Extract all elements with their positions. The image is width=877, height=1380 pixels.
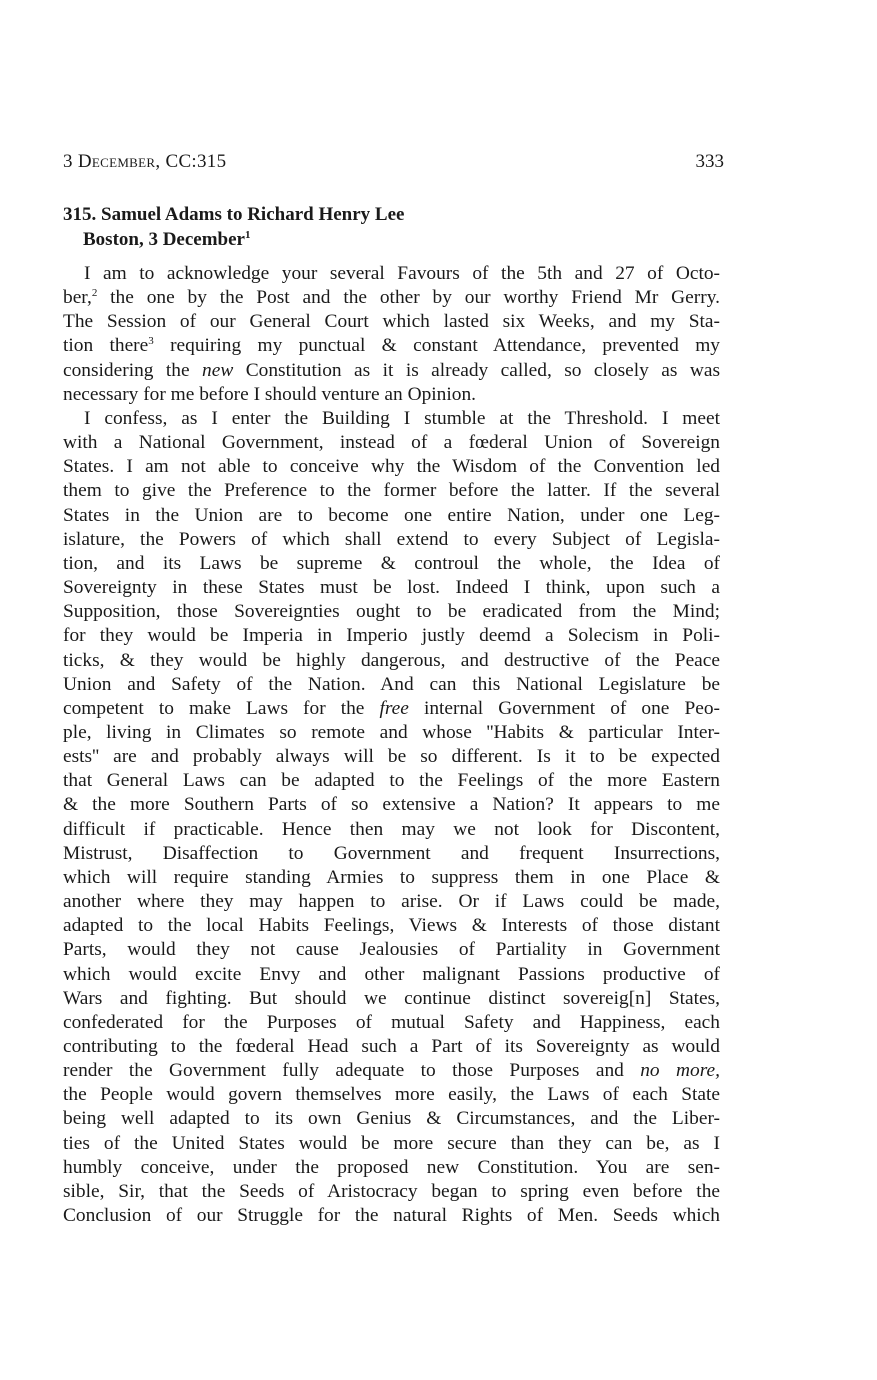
text-line: I am to acknowledge your several Favours of the 5th and 27 of Octo-: [84, 263, 720, 284]
text-line: being well adapted to its own Genius & Circumstances, and the Liber-: [63, 1108, 720, 1130]
heading-place-date: [63, 227, 720, 252]
text-segment: render the Government fully adequate to those Purposes and: [63, 1060, 641, 1082]
letter-body: [63, 262, 720, 1228]
text-line: with a National Government, instead of a fœderal Union of Sovereign: [63, 432, 720, 454]
text-line: [63, 334, 720, 358]
italic-word: free: [379, 697, 409, 719]
text-line: adapted to the local Habits Feelings, Views & Interests of those distant: [63, 915, 720, 937]
text-segment: the one by the Post and the other by our worthy Friend Mr Gerry.: [97, 287, 720, 309]
text-line: [63, 359, 720, 383]
text-segment: requiring my punctual & constant Attendance, prevented my: [153, 335, 720, 357]
text-line: States. I am not able to conceive why the Wisdom of the Convention led: [63, 456, 720, 478]
text-line: Wars and fighting. But should we continue distinct sovereig[n] States,: [63, 987, 720, 1009]
text-line: humbly conceive, under the proposed new Constitution. You are sen-: [63, 1156, 720, 1178]
text-line: islature, the Powers of which shall extend to every Subject of Legisla-: [63, 528, 720, 550]
text-line: the People would govern themselves more easily, the Laws of each State: [63, 1084, 720, 1106]
text-line: Conclusion of our Struggle for the natural Rights of Men. Seeds which: [63, 1205, 720, 1227]
text-line: [63, 286, 720, 310]
text-line: States in the Union are to become one entire Nation, under one Leg-: [63, 504, 720, 526]
text-segment: ber,: [63, 287, 92, 309]
text-line: Union and Safety of the Nation. And can this National Legislature be: [63, 673, 720, 695]
text-line: Mistrust, Disaffection to Government and frequent Insurrections,: [63, 842, 720, 864]
text-segment: tion there: [63, 335, 149, 357]
italic-word: new: [202, 359, 234, 381]
text-line: ticks, & they would be highly dangerous, and destructive of the Peace: [63, 649, 720, 671]
italic-word: no more,: [640, 1060, 720, 1082]
text-line: I confess, as I enter the Building I stumble at the Threshold. I meet: [84, 407, 720, 429]
text-line: which would excite Envy and other malignant Passions productive of: [63, 963, 720, 985]
heading-title: 315. Samuel Adams to Richard Henry Lee: [63, 204, 405, 225]
text-line: & the more Southern Parts of so extensive a Nation? It appears to me: [63, 794, 720, 816]
text-line: [63, 1059, 720, 1083]
running-head-date: 3 December, CC:315: [63, 151, 227, 172]
footnote-ref-2: 2: [91, 287, 98, 300]
text-line: Parts, would they not cause Jealousies of Partiality in Government: [63, 939, 720, 961]
text-line: [63, 697, 720, 721]
document-heading: [63, 202, 720, 252]
text-line: necessary for me before I should venture an Opinion.: [63, 383, 476, 405]
text-line: that General Laws can be adapted to the Feelings of the more Eastern: [63, 770, 720, 792]
text-line: Supposition, those Sovereignties ought to be eradicated from the Mind;: [63, 601, 720, 623]
text-line: for they would be Imperia in Imperio justly deemd a Solecism in Poli-: [63, 625, 720, 647]
text-line: difficult if practicable. Hence then may we not look for Discontent,: [63, 818, 720, 840]
heading-place-date-text: Boston, 3 December: [83, 229, 245, 250]
text-line: ests'' are and probably always will be so different. Is it to be expected: [63, 746, 720, 768]
text-line: which will require standing Armies to suppress them in one Place &: [63, 866, 720, 888]
text-line: The Session of our General Court which lasted six Weeks, and my Sta-: [63, 311, 720, 333]
text-line: them to give the Preference to the former before the latter. If the several: [63, 480, 720, 502]
paragraph-1: [63, 262, 720, 407]
text-segment: Constitution as it is already called, so closely as was: [233, 359, 720, 381]
text-line: ple, living in Climates so remote and whose ''Habits & particular Inter-: [63, 721, 720, 743]
text-line: contributing to the fœderal Head such a Part of its Sovereignty as would: [63, 1036, 720, 1057]
text-segment: considering the: [63, 359, 203, 381]
text-line: sible, Sir, that the Seeds of Aristocracy began to spring even before the: [63, 1180, 720, 1202]
footnote-ref-3: 3: [148, 335, 154, 348]
text-line: ties of the United States would be more secure than they can be, as I: [63, 1132, 720, 1154]
text-line: confederated for the Purposes of mutual Safety and Happiness, each: [63, 1011, 720, 1033]
page-number: 333: [695, 151, 724, 172]
text-line: another where they may happen to arise. Or if Laws could be made,: [63, 891, 720, 913]
text-segment: internal Government of one Peo-: [408, 697, 720, 719]
text-line: Sovereignty in these States must be lost. Indeed I think, upon such a: [63, 577, 720, 599]
text-line: tion, and its Laws be supreme & controul the whole, the Idea of: [63, 552, 720, 574]
footnote-ref-1: 1: [245, 229, 251, 241]
text-segment: competent to make Laws for the: [63, 697, 380, 719]
paragraph-2: [63, 407, 720, 1228]
